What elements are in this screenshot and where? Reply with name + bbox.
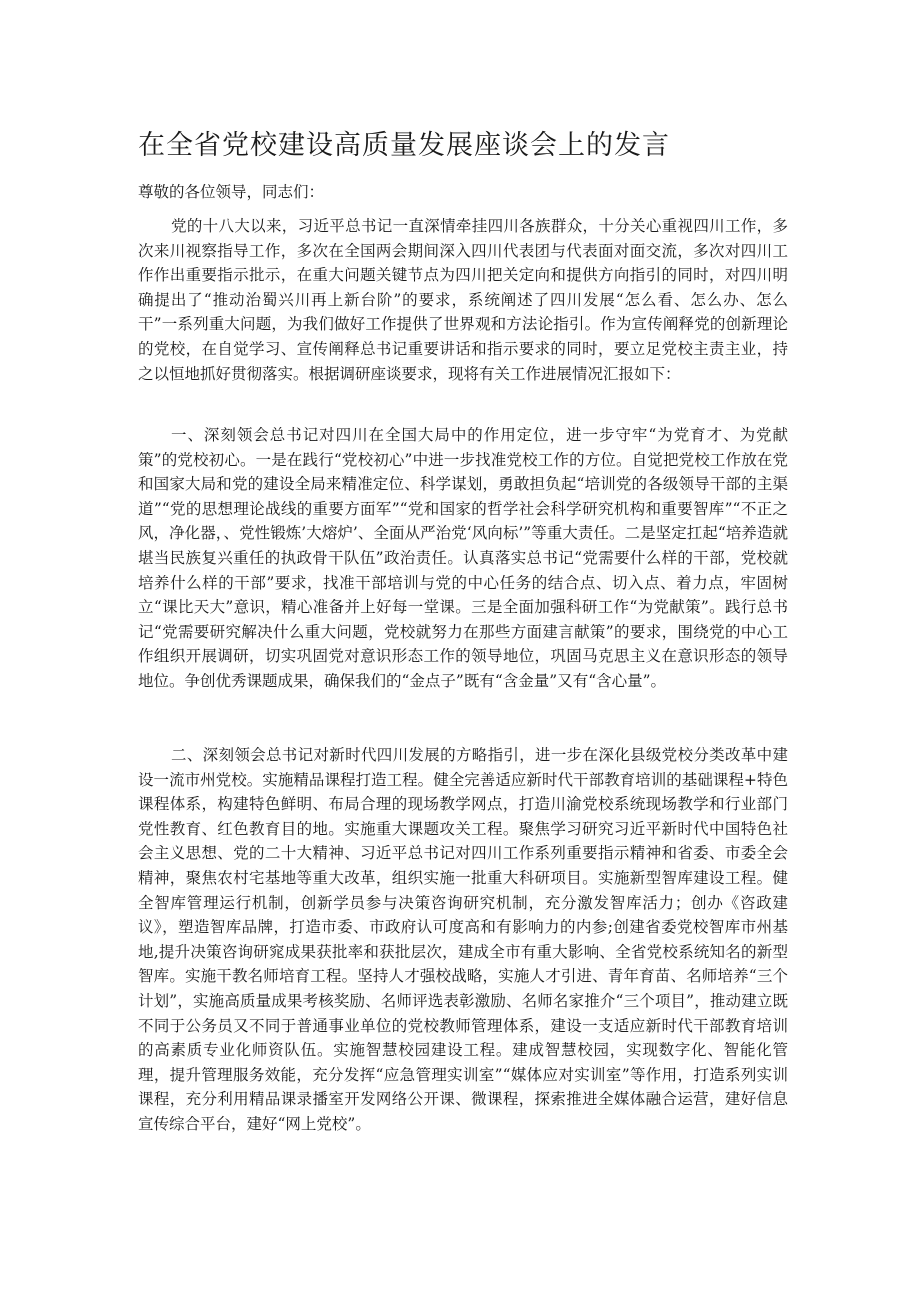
paragraph-section-one: 一、深刻领会总书记对四川在全国大局中的作用定位，进一步守牢“为党育才、为党献策”的党校初心。一是在践行“党校初心”中进一步找准党校工作的方位。自觉把党校工作放在党和国家大局和党的建设全局来精准定位、科学谋划，勇敢担负起“培训党的各级领导干部的主渠道”“党的思想理论战线的重要方面军”“党和国家的哲学社会科学研究机构和重要智库”“不正之风，净化器，、党性锻炼’大熔炉’、全面从严治党‘风向标’”等重大责任。二是坚定扛起“培养造就堪当民族复兴重任的执政骨干队伍”政治责任。认真落实总书记“党需要什么样的干部，党校就培养什么样的干部”要求，找准干部培训与党的中心任务的结合点、切入点、着力点，牢固树立“课比天大”意识，精心准备并上好每一堂课。三是全面加强科研工作“为党献策”。践行总书记“党需要研究解决什么重大问题，党校就努力在那些方面建言献策”的要求，围绕党的中心工作组织开展调研，切实巩固党对意识形态工作的领导地位，巩固马克思主义在意识形态的领导地位。争创优秀课题成果，确保我们的“金点子”既有“含金量”又有“含心量”。	[138, 426, 788, 690]
document-title: 在全省党校建设高质量发展座谈会上的发言	[138, 130, 670, 161]
paragraph-section-two: 二、深刻领会总书记对新时代四川发展的方略指引，进一步在深化县级党校分类改革中建设一流市州党校。实施精品课程打造工程。健全完善适应新时代干部教育培训的基础课程+特色课程体系，构建特色鲜明、布局合理的现场教学网点，打造川渝党校系统现场教学和行业部门党性教育、红色教育目的地。实施重大课题攻关工程。聚焦学习研究习近平新时代中国特色社会主义思想、党的二十大精神、习近平总书记对四川工作系列重要指示精神和省委、市委全会精神，聚焦农村宅基地等重大改革，组织实施一批重大科研项目。实施新型智库建设工程。健全智库管理运行机制，创新学员参与决策咨询研究机制，充分激发智库活力；创办《咨政建议》，塑造智库品牌，打造市委、市政府认可度高和有影响力的内参;创建省委党校智库市州基地,提升决策咨询研窕成果获批率和获批层次，建成全市有重大影响、全省党校系统知名的新型智库。实施干教名师培育工程。坚持人才强校战略，实施人才引进、青年育苗、名师培养“三个计划”，实施高质量成果考核奖励、名师评选表彰激励、名师名家推介“三个项目”，推动建立既不同于公务员又不同于普通事业单位的党校教师管理体系，建设一支适应新时代干部教育培训的高素质专业化师资队伍。实施智慧校园建设工程。建成智慧校园，实现数字化、智能化管理，提升管理服务效能，充分发挥“应急管理实训室”“媒体应对实训室”等作用，打造系列实训课程，充分利用精品课录播室开发网络公开课、微课程，探索推进全媒体融合运营，建好信息宣传综合平台，建好“网上党校”。	[138, 746, 788, 1133]
paragraph-intro: 党的十八大以来，习近平总书记一直深情牵挂四川各族群众，十分关心重视四川工作，多次来川视察指导工作，多次在全国两会期间深入四川代表团与代表面对面交流，多次对四川工作作出重要指示批示，在重大问题关键节点为四川把关定向和提供方向指引的同时，对四川明确提出了“推动治蜀兴川再上新台阶”的要求，系统阐述了四川发展“怎么看、怎么办、怎么干”一系列重大问题，为我们做好工作提供了世界观和方法论指引。作为宣传阐释党的创新理论的党校，在自觉学习、宣传阐释总书记重要讲话和指示要求的同时，要立足党校主责主业，持之以恒地抓好贯彻落实。根据调研座谈要求，现将有关工作进展情况汇报如下：	[138, 217, 788, 383]
salutation: 尊敬的各位领导，同志们：	[138, 183, 325, 201]
